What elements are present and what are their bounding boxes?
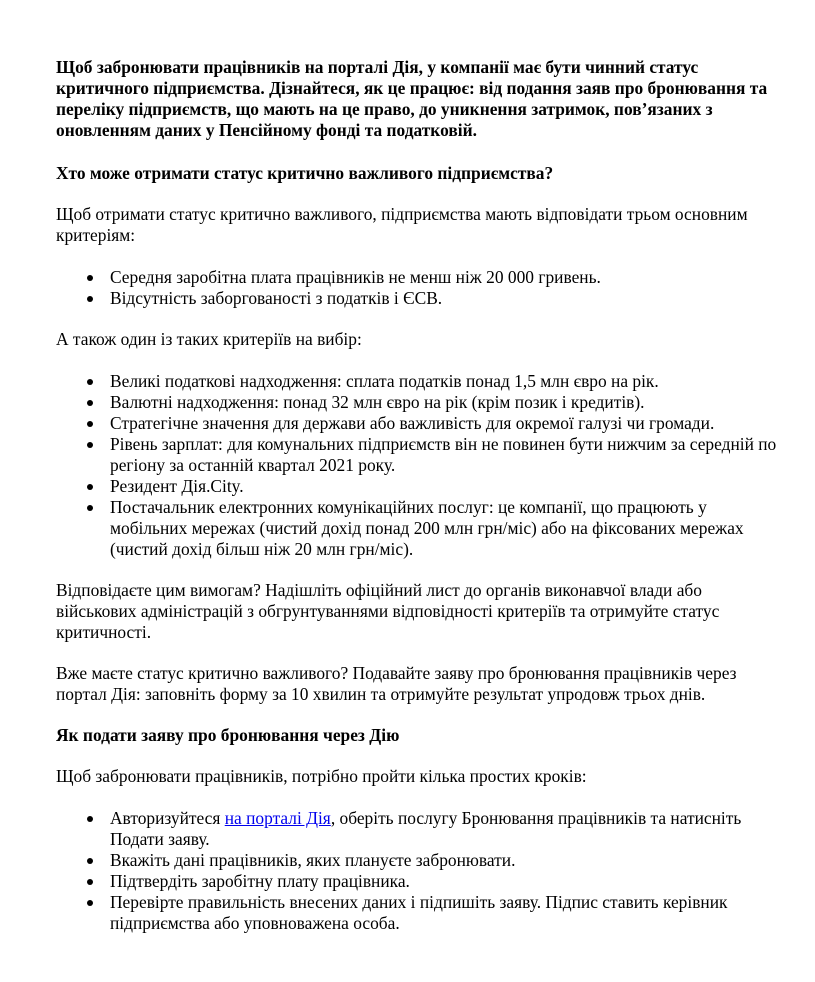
section-heading-how-to-apply: Як подати заяву про бронювання через Дію xyxy=(56,725,400,745)
list-item: Резидент Дія.City. xyxy=(56,476,786,497)
list-item: Великі податкові надходження: сплата податків понад 1,5 млн євро на рік. xyxy=(56,371,786,392)
list-item xyxy=(56,808,786,850)
steps-intro-text: Щоб забронювати працівників, потрібно пройти кілька простих кроків: xyxy=(56,766,587,786)
section-heading-criteria: Хто може отримати статус критично важливого підприємства? xyxy=(56,163,554,183)
main-criteria-list xyxy=(56,267,786,309)
list-item: Перевірте правильність внесених даних і підпишіть заяву. Підпис ставить керівник підприємства або уповноважена особа. xyxy=(56,892,786,934)
list-item: Валютні надходження: понад 32 млн євро на рік (крім позик і кредитів). xyxy=(56,392,786,413)
diia-portal-link[interactable]: на порталі Дія xyxy=(224,808,331,828)
criteria-intro-text: Щоб отримати статус критично важливого, підприємства мають відповідати трьом основним критеріям: xyxy=(56,204,748,245)
list-item: Середня заробітна плата працівників не менш ніж 20 000 гривень. xyxy=(56,267,786,288)
steps-list xyxy=(56,808,786,934)
list-item: Постачальник електронних комунікаційних послуг: це компанії, що працюють у мобільних мережах (чистий дохід понад 200 млн грн/міс) або на фіксованих мережах (чистий дохід більш ніж 20 млн грн/міс). xyxy=(56,497,786,560)
optional-criteria-intro: А також один із таких критеріїв на вибір: xyxy=(56,329,362,349)
step-text: , оберіть послугу Бронювання працівників та натисніть Подати заяву. xyxy=(110,808,742,849)
list-item: Відсутність заборгованості з податків і ЄСВ. xyxy=(56,288,786,309)
list-item: Підтвердіть заробітну плату працівника. xyxy=(56,871,786,892)
optional-criteria-list xyxy=(56,371,786,560)
list-item: Стратегічне значення для держави або важливість для окремої галузі чи громади. xyxy=(56,413,786,434)
list-item: Вкажіть дані працівників, яких плануєте забронювати. xyxy=(56,850,786,871)
step-text: Авторизуйтеся xyxy=(110,808,225,828)
already-have-status-paragraph: Вже маєте статус критично важливого? Подавайте заяву про бронювання працівників через портал Дія: заповніть форму за 10 хвилин та отримуйте результат упродовж трьох днів. xyxy=(56,663,737,704)
compliance-paragraph: Відповідаєте цим вимогам? Надішліть офіційний лист до органів виконавчої влади або військових адміністрацій з обгрунтуваннями відповідності критеріїв та отримуйте статус критичності. xyxy=(56,580,720,642)
list-item: Рівень зарплат: для комунальних підприємств він не повинен бути нижчим за середній по регіону за останній квартал 2021 року. xyxy=(56,434,786,476)
intro-paragraph: Щоб забронювати працівників на порталі Дія, у компанії має бути чинний статус критичного підприємства. Дізнайтеся, як це працює: від подання заяв про бронювання та переліку підприємств, що мають на це право, до уникнення затримок, пов’язаних з оновленням даних у Пенсійному фонді та податковій. xyxy=(56,57,768,140)
